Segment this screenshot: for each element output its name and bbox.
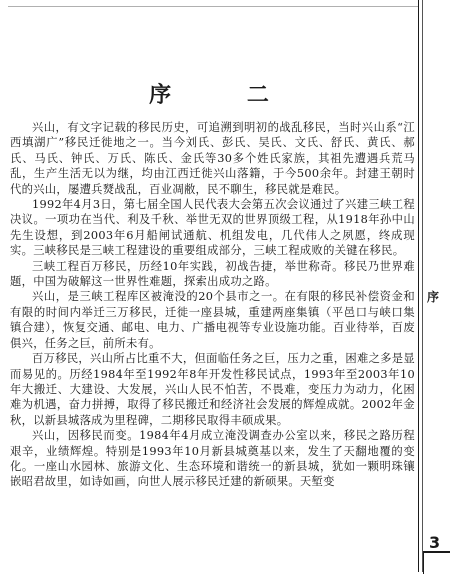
paragraph: 兴山，因移民而变。1984年4月成立淹没调查办公室以来，移民之路历程艰辛，业绩辉煌。特别是1993年10月新县城奠基以来，发生了天翻地覆的变化。一座山水园林、旅游文化、生态环境和谐统一的新县城，犹如一颗明珠镶嵌昭君故里，如诗如画，向世人展示移民迁建的新硕果。天堑变 <box>10 429 415 489</box>
top-rule <box>8 6 418 7</box>
paragraph: 1992年4月3日，第七届全国人民代表大会第五次会议通过了兴建三峡工程决议。一项功在当代、利及千秋、举世无双的世界顶级工程，从1918年孙中山先生设想，到2003年6月船闸试通航、机组发电，几代伟人之夙愿，终成现实。三峡移民是三峡工程建设的重要组成部分，三峡工程成败的关键在移民。 <box>10 198 415 258</box>
paragraph: 兴山，是三峡工程库区被淹没的20个县市之一。在有限的移民补偿资金和有限的时间内举迁三万移民，迁徙一座县城，重建两座集镇（平邑口与峡口集镇合建），恢复交通、邮电、电力、广播电视等专业设施功能。百业待举，百废俱兴，任务之巨，前所未有。 <box>10 290 415 350</box>
paragraph: 兴山，有文字记载的移民历史，可追溯到明初的战乱移民，当时兴山系“江西填湖广”移民迁徙地之一。当今刘氏、彭氏、吴氏、文氏、舒氏、黄氏、郝氏、马氏、钟氏、万氏、陈氏、金氏等30多个姓氏家族，其祖先遭遇兵荒马乱，生产生活无以为继，均由江西迁徙兴山落籍，于今500余年。封建王朝时代的兴山，屡遭兵燹战乱，百业凋敝，民不聊生，移民就是难民。 <box>10 121 415 196</box>
page-number-box <box>423 551 450 574</box>
side-section-label: 序 <box>427 290 440 304</box>
page-title: 序 二 <box>149 82 303 108</box>
page-number: 3 <box>429 533 441 552</box>
paragraph: 百万移民，兴山所占比重不大，但面临任务之巨，压力之重，困难之多是显而易见的。历经1984年至1992年8年开发性移民试点，1993年至2003年10年大搬迁、大建设、大发展，兴山人民不怕苦，不畏难，变压力为动力，化困难为机遇，奋力拼搏，取得了移民搬迁和经济社会发展的辉煌成就。2002年金秋，以新县城落成为里程碑，二期移民取得丰硕成果。 <box>10 352 415 427</box>
right-margin-rule <box>418 0 419 572</box>
paragraph: 三峡工程百万移民，历经10年实践，初战告捷，举世称奇。移民乃世界难题，中国为破解这一世界性难题，探索出成功之路。 <box>10 259 415 289</box>
side-tab <box>423 0 450 572</box>
body-text <box>10 120 415 490</box>
